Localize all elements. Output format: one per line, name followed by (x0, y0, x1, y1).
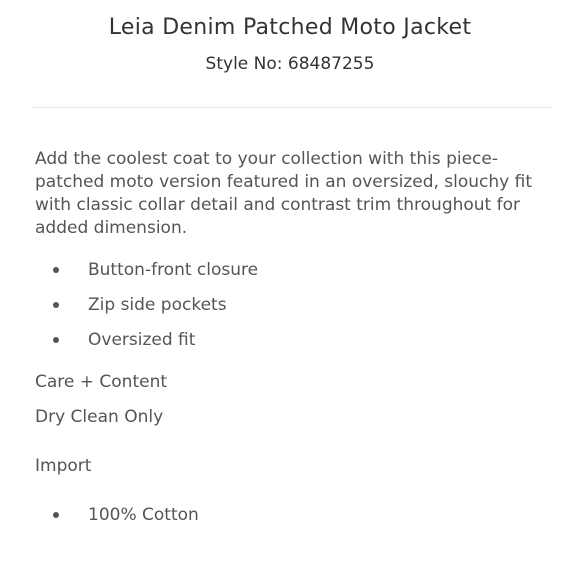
bullet-icon (53, 512, 59, 518)
style-number: Style No: 68487255 (205, 54, 375, 74)
care-content-heading: Care + Content (35, 372, 168, 392)
product-title: Leia Denim Patched Moto Jacket (108, 15, 472, 40)
list-item (35, 329, 556, 351)
list-item (35, 294, 556, 316)
care-instructions: Dry Clean Only (35, 407, 164, 427)
feature-label: Zip side pockets (88, 295, 227, 315)
materials-list (35, 504, 556, 526)
list-item (35, 504, 556, 526)
bullet-icon (53, 337, 59, 343)
product-description-section (35, 148, 556, 526)
list-item (35, 259, 556, 281)
bullet-icon (53, 267, 59, 273)
bullet-icon (53, 302, 59, 308)
feature-list (35, 259, 556, 351)
feature-label: Oversized fit (88, 330, 196, 350)
origin-label: Import (35, 456, 92, 476)
feature-label: Button-front closure (88, 260, 259, 280)
product-header (0, 0, 580, 75)
product-description: Add the coolest coat to your collection with this piece-patched moto version featured in an oversized, slouchy fit with classic collar detail and contrast trim throughout for added dimension. (35, 149, 533, 238)
material-label: 100% Cotton (88, 505, 199, 525)
header-divider (31, 107, 552, 108)
